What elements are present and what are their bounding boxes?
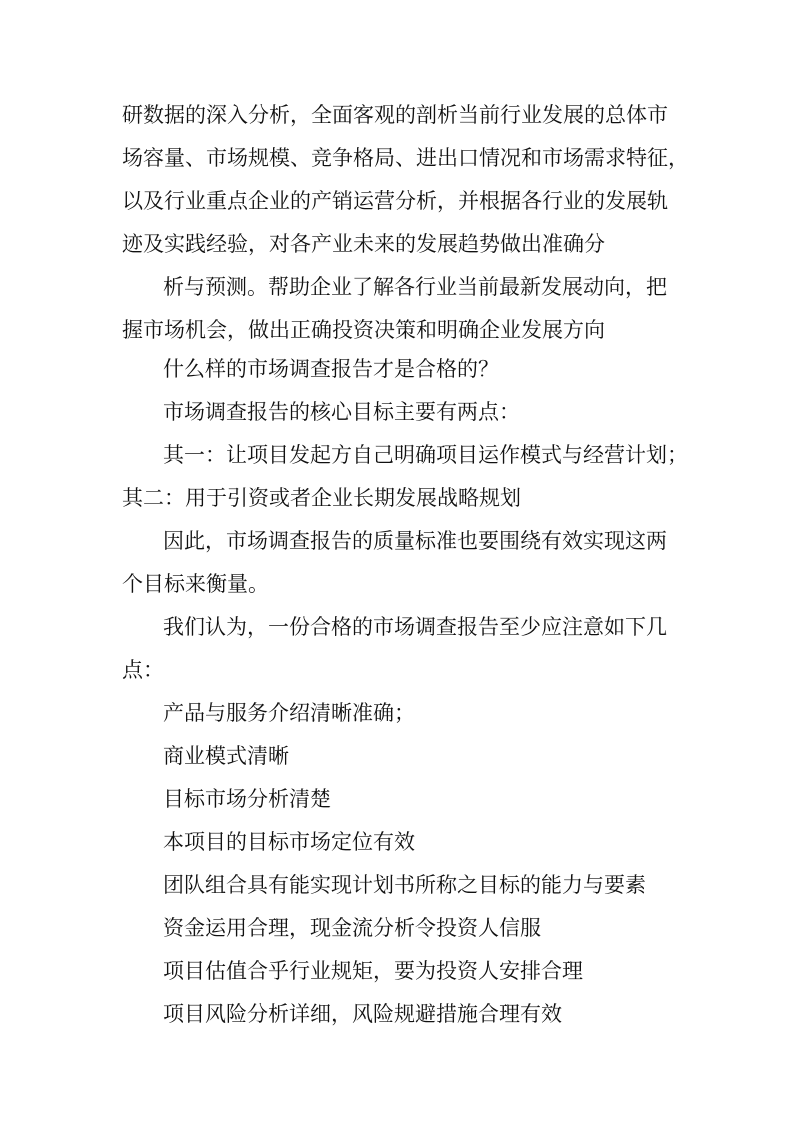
list-item: 项目估值合乎行业规矩，要为投资人安排合理	[163, 959, 583, 983]
list-item: 团队组合具有能实现计划书所称之目标的能力与要素	[163, 873, 646, 897]
paragraph-line: 其二：用于引资或者企业长期发展战略规划	[122, 486, 521, 510]
paragraph-line: 市场调查报告的核心目标主要有两点：	[163, 400, 520, 424]
paragraph-line: 场容量、市场规模、竞争格局、进出口情况和市场需求特征，	[122, 146, 689, 170]
paragraph-line: 我们认为，一份合格的市场调查报告至少应注意如下几	[163, 615, 667, 639]
list-item: 产品与服务介绍清晰准确；	[163, 701, 415, 725]
paragraph-line: 点：	[122, 658, 164, 682]
paragraph-line: 其一：让项目发起方自己明确项目运作模式与经营计划；	[163, 443, 688, 467]
paragraph-line: 研数据的深入分析，全面客观的剖析当前行业发展的总体市	[122, 103, 668, 127]
list-item: 商业模式清晰	[163, 744, 289, 768]
paragraph-line: 迹及实践经验，对各产业未来的发展趋势做出准确分	[122, 232, 605, 256]
paragraph-line: 什么样的市场调查报告才是合格的？	[163, 357, 499, 381]
list-item: 本项目的目标市场定位有效	[163, 830, 415, 854]
list-item: 目标市场分析清楚	[163, 787, 331, 811]
paragraph-line: 因此，市场调查报告的质量标准也要围绕有效实现这两	[163, 529, 667, 553]
paragraph-line: 析与预测。帮助企业了解各行业当前最新发展动向，把	[163, 275, 667, 299]
paragraph-line: 握市场机会，做出正确投资决策和明确企业发展方向	[122, 318, 605, 342]
list-item: 项目风险分析详细，风险规避措施合理有效	[163, 1002, 562, 1026]
paragraph-line: 以及行业重点企业的产销运营分析，并根据各行业的发展轨	[122, 189, 668, 213]
paragraph-line: 个目标来衡量。	[122, 572, 269, 596]
list-item: 资金运用合理，现金流分析令投资人信服	[163, 916, 541, 940]
